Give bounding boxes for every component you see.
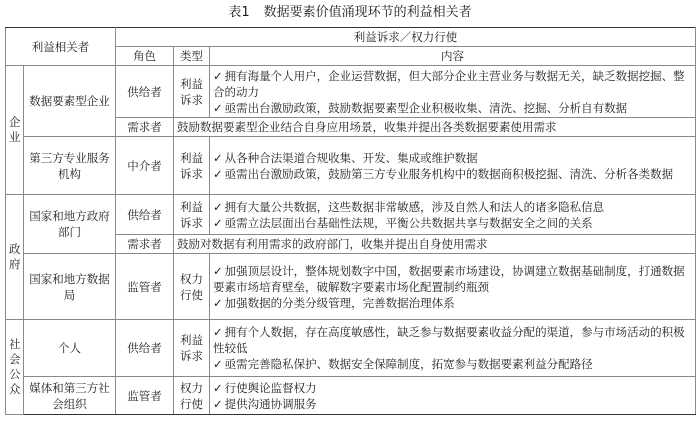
role-cell: 供给者 — [116, 320, 174, 377]
content-item: ✓ 亟需出台激励政策，鼓励第三方专业服务机构中的数据商积极挖掘、清洗、分析各类数据 — [213, 166, 674, 181]
type-cell: 权力行使 — [174, 377, 210, 415]
group-enterprise — [6, 66, 24, 195]
header-role: 角色 — [116, 47, 174, 66]
role-cell: 供给者 — [116, 195, 174, 235]
group-char: 政 — [9, 242, 21, 256]
entity-cell: 数据要素型企业 — [24, 66, 116, 137]
content-item: ✓ 亟需立法层面出台基础性法规，平衡公共数据共享与数据安全之间的关系 — [213, 215, 593, 230]
content-item: ✓ 加强顶层设计，整体规划数字中国，数据要素市场建设，协调建立数据基础制度，打通数据要素市场培育壁垒，破解数字要素市场化配置制约瓶颈 — [213, 263, 685, 294]
type-cell: 利益诉求 — [174, 320, 210, 377]
role-cell: 监管者 — [116, 254, 174, 320]
header-claims: 利益诉求／权力行使 — [116, 28, 696, 47]
content-item: ✓ 亟需完善隐私保护、数据安全保障制度，拓宽参与数据要素利益分配路径 — [213, 357, 593, 371]
group-char: 社 — [9, 337, 21, 351]
group-char: 会 — [9, 352, 21, 366]
check-icon: ✓ — [213, 295, 223, 310]
type-cell: 利益诉求 — [174, 137, 210, 195]
check-icon: ✓ — [213, 150, 223, 165]
role-cell: 供给者 — [116, 66, 174, 118]
content-cell — [210, 254, 696, 320]
entity-cell: 第三方专业服务机构 — [24, 137, 116, 195]
table-caption — [0, 4, 700, 22]
group-char: 府 — [9, 257, 21, 271]
check-icon: ✓ — [213, 380, 223, 395]
check-icon: ✓ — [213, 199, 223, 214]
type-cell: 利益诉求 — [174, 66, 210, 118]
header-stakeholders: 利益相关者 — [6, 28, 116, 66]
check-icon: ✓ — [213, 68, 223, 83]
content-item: ✓ 亟需出台激励政策，鼓励数据要素型企业积极收集、清洗、挖掘、分析自有数据 — [213, 100, 628, 115]
group-char: 公 — [9, 367, 21, 381]
check-icon: ✓ — [213, 325, 223, 339]
check-icon: ✓ — [213, 396, 223, 411]
check-icon: ✓ — [213, 166, 223, 181]
check-icon: ✓ — [213, 357, 223, 371]
role-cell: 监管者 — [116, 377, 174, 415]
entity-cell: 媒体和第三方社会组织 — [24, 377, 116, 415]
content-item: ✓ 拥有海量个人用户，企业运营数据，但大部分企业主营业务与数据无关，缺乏数据挖掘、整合的动力 — [213, 68, 685, 99]
role-cell: 需求者 — [116, 118, 174, 137]
type-cell: 利益诉求 — [174, 195, 210, 235]
content-cell — [210, 195, 696, 235]
header-content: 内容 — [210, 47, 696, 66]
type-cell: 权力行使 — [174, 254, 210, 320]
content-item: ✓ 拥有个人数据，存在高度敏感性，缺乏参与数据要素收益分配的渠道，参与市场活动的积极性较低 — [213, 325, 685, 355]
content-cell — [210, 137, 696, 195]
content-cell: 鼓励对数据有利用需求的政府部门，收集并提出自身使用需求 — [174, 235, 696, 254]
table-title: 数据要素价值涌现环节的利益相关者 — [263, 5, 472, 20]
group-government — [6, 195, 24, 320]
content-item: ✓ 从各种合法渠道合规收集、开发、集成或维护数据 — [213, 150, 478, 165]
content-cell: 鼓励数据要素型企业结合自身应用场景，收集并提出各类数据要素使用需求 — [174, 118, 696, 137]
content-cell — [210, 66, 696, 118]
group-char: 业 — [9, 130, 21, 144]
check-icon: ✓ — [213, 100, 223, 115]
check-icon: ✓ — [213, 215, 223, 230]
role-cell: 中介者 — [116, 137, 174, 195]
content-item: ✓ 行使舆论监督权力 — [213, 380, 317, 395]
check-icon: ✓ — [213, 263, 223, 278]
group-char: 企 — [9, 115, 21, 129]
group-public — [6, 320, 24, 415]
content-item: ✓ 加强数据的分类分级管理，完善数据治理体系 — [213, 295, 455, 310]
stakeholder-table — [5, 27, 696, 415]
table-number: 表1 — [228, 5, 250, 20]
content-item: ✓ 拥有大量公共数据，这些数据非常敏感，涉及自然人和法人的诸多隐私信息 — [213, 199, 605, 214]
entity-cell: 国家和地方政府部门 — [24, 195, 116, 254]
content-cell — [210, 377, 696, 415]
content-cell — [210, 320, 696, 377]
header-type: 类型 — [174, 47, 210, 66]
group-char: 众 — [9, 382, 21, 396]
content-item: ✓ 提供沟通协调服务 — [213, 396, 317, 411]
entity-cell: 个人 — [24, 320, 116, 377]
role-cell: 需求者 — [116, 235, 174, 254]
entity-cell: 国家和地方数据局 — [24, 254, 116, 320]
